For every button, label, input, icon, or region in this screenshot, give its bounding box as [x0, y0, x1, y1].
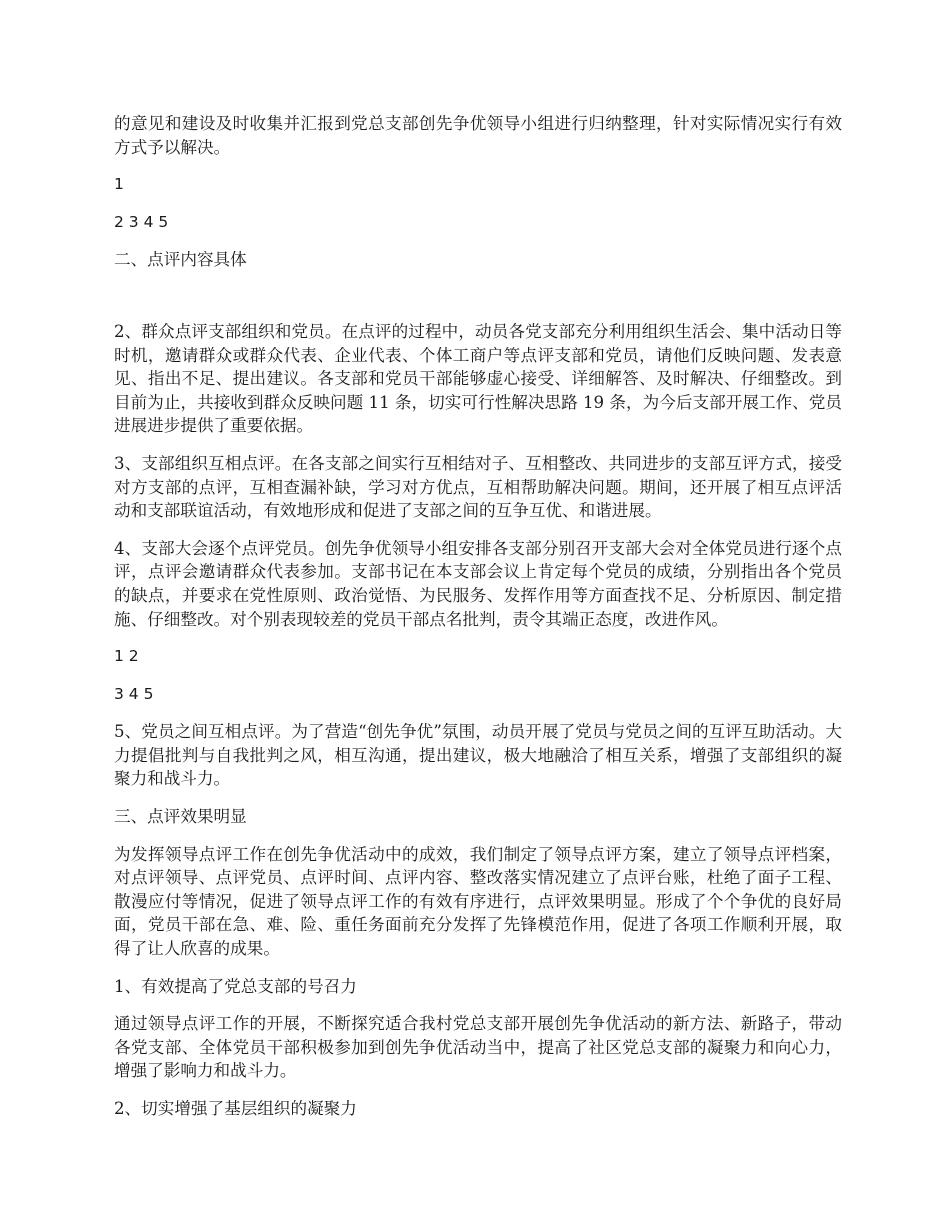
- section-heading-effect: 三、点评效果明显: [114, 807, 247, 827]
- page-number-line: 3 4 5: [114, 684, 154, 703]
- page-number-line: 1 2: [114, 647, 139, 666]
- blank-spacer: [114, 286, 842, 320]
- paragraph-branch-assembly-review: 4、支部大会逐个点评党员。创先争优领导小组安排各支部分别召开支部大会对全体党员进行逐个点评，点评会邀请群众代表参加。支部书记在本支部会议上肯定每个党员的成绩，分别指出各个党员的缺点，并要求在党性原则、政治觉悟、为民服务、发挥作用等方面查找不足、分析原因、制定措施、仔细整改。对个别表现较差的党员干部点名批判，责令其端正态度，改进作风。: [114, 538, 842, 629]
- paragraph-intro-continuation: 的意见和建设及时收集并汇报到党总支部创先争优领导小组进行归纳整理，针对实际情况实行有效方式予以解决。: [114, 114, 842, 157]
- paragraph-mass-review: 2、群众点评支部组织和党员。在点评的过程中，动员各党支部充分利用组织生活会、集中活动日等时机，邀请群众或群众代表、企业代表、个体工商户等点评支部和党员，请他们反映问题、发表意见、指出不足、提出建议。各支部和党员干部能够虚心接受、详细解答、及时解决、仔细整改。到目前为止，共接收到群众反映问题 11 条，切实可行性解决思路 19 条，为今后支部开展工作、党员进展进步提供了重要依据。: [114, 321, 842, 436]
- subheading-appeal: 1、有效提高了党总支部的号召力: [114, 976, 357, 996]
- paragraph-member-mutual-review: 5、党员之间互相点评。为了营造“创先争优”氛围，动员开展了党员与党员之间的互评互助活动。大力提倡批判与自我批判之风，相互沟通，提出建议，极大地融洽了相互关系，增强了支部组织的凝聚力和战斗力。: [114, 722, 842, 789]
- document-page: [114, 112, 842, 1135]
- section-heading-content: 二、点评内容具体: [114, 250, 247, 270]
- paragraph-branch-mutual-review: 3、支部组织互相点评。在各支部之间实行互相结对子、互相整改、共同进步的支部互评方式，接受对方支部的点评，互相查漏补缺，学习对方优点，互相帮助解决问题。期间，还开展了相互点评活动和支部联谊活动，有效地形成和促进了支部之间的互争互优、和谐进展。: [114, 453, 842, 521]
- page-number-line: 1: [114, 175, 124, 194]
- paragraph-appeal-detail: 通过领导点评工作的开展，不断探究适合我村党总支部开展创先争优活动的新方法、新路子，带动各党支部、全体党员干部积极参加到创先争优活动当中，提高了社区党总支部的凝聚力和向心力，增强了影响力和战斗力。: [114, 1014, 842, 1081]
- subheading-cohesion: 2、切实增强了基层组织的凝聚力: [114, 1099, 357, 1118]
- paragraph-effect-summary: 为发挥领导点评工作在创先争优活动中的成效，我们制定了领导点评方案，建立了领导点评档案，对点评领导、点评党员、点评时间、点评内容、整改落实情况建立了点评台账，杜绝了面子工程、散漫应付等情况，促进了领导点评工作的有效有序进行，点评效果明显。形成了个个争优的良好局面，党员干部在急、难、险、重任务面前充分发挥了先锋模范作用，促进了各项工作顺利开展，取得了让人欣喜的成果。: [114, 844, 842, 959]
- page-number-line: 2 3 4 5: [114, 212, 169, 231]
